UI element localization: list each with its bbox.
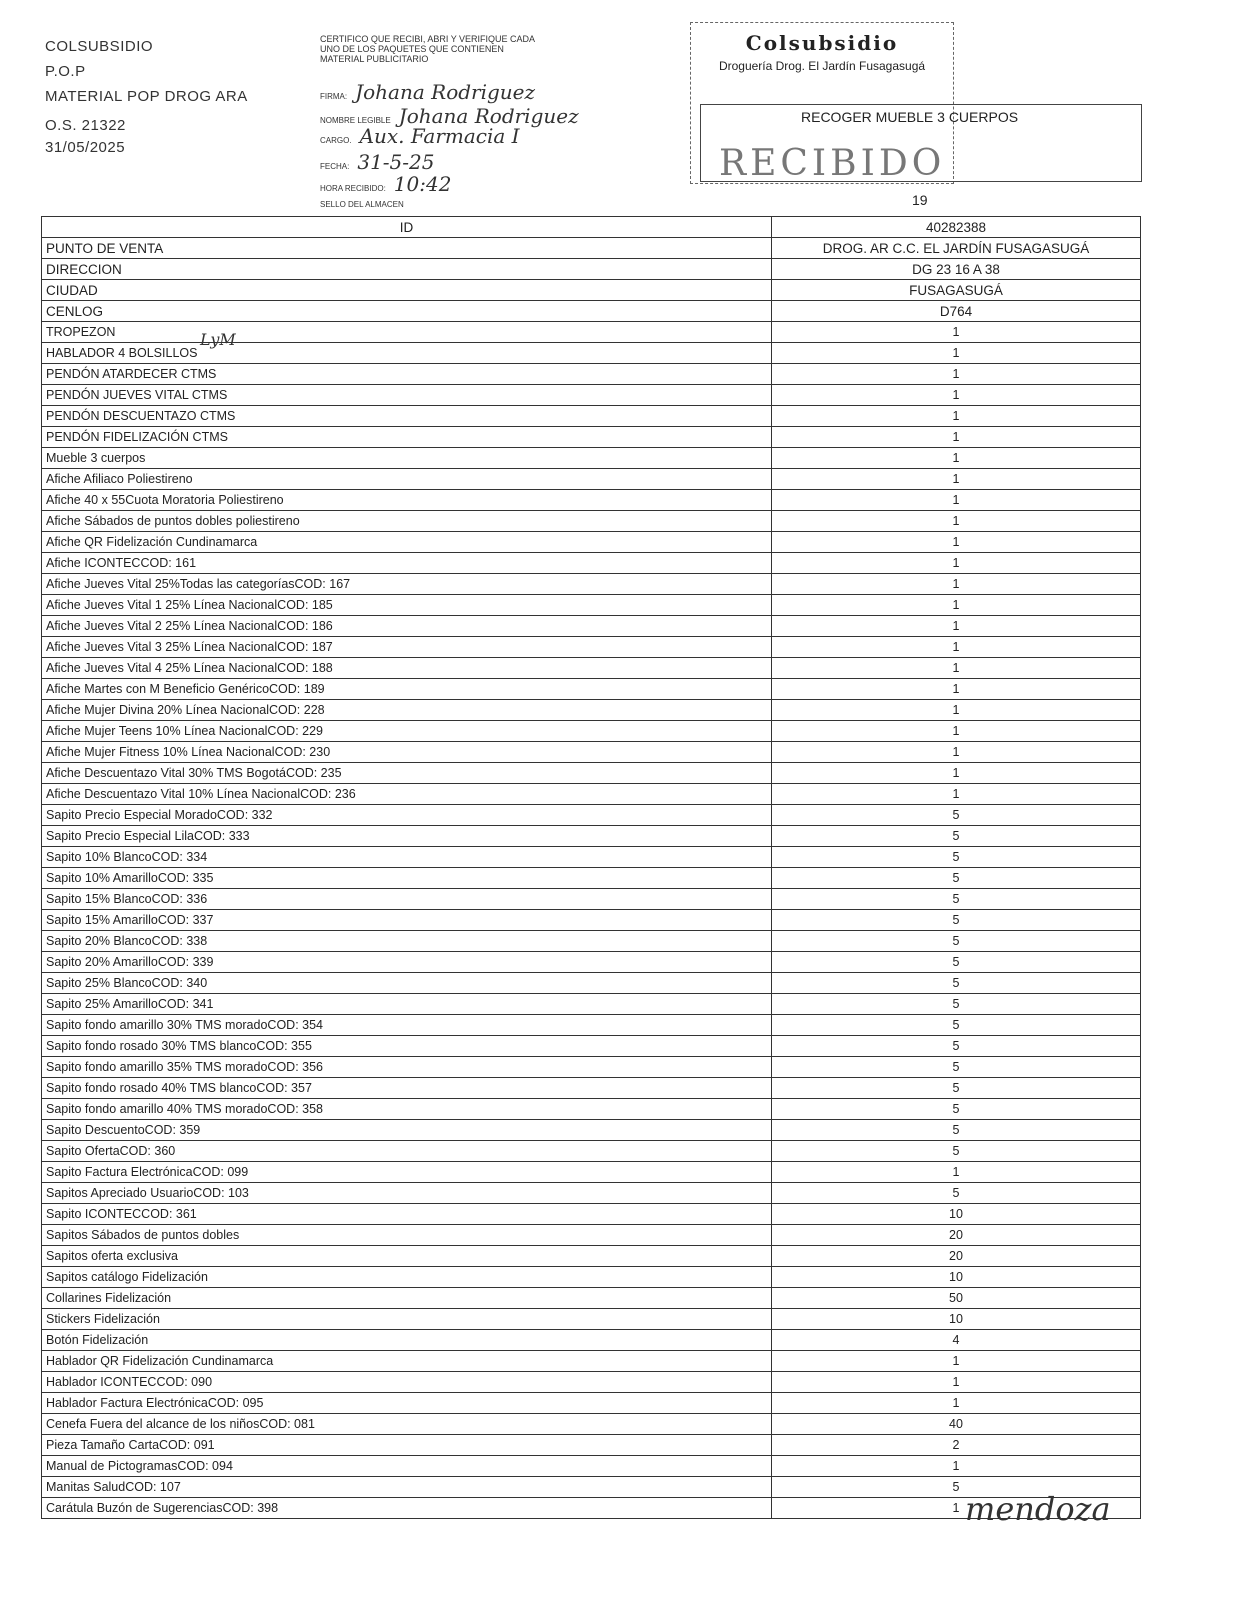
row-value: 1 bbox=[772, 1393, 1141, 1414]
row-label: Afiche Jueves Vital 1 25% Línea NacionalCOD: 185 bbox=[42, 595, 772, 616]
row-value: 1 bbox=[772, 1498, 1141, 1519]
row-label: Sapito 10% BlancoCOD: 334 bbox=[42, 847, 772, 868]
row-value: 1 bbox=[772, 637, 1141, 658]
row-label: Afiche Descuentazo Vital 10% Línea NacionalCOD: 236 bbox=[42, 784, 772, 805]
cargo-value: Aux. Farmacia I bbox=[359, 124, 520, 148]
row-label: Sapito ICONTECCOD: 361 bbox=[42, 1204, 772, 1225]
table-row bbox=[42, 1057, 1141, 1078]
pickup-note: RECOGER MUEBLE 3 CUERPOS bbox=[801, 109, 1019, 125]
row-value: 5 bbox=[772, 1015, 1141, 1036]
table-row bbox=[42, 238, 1141, 259]
row-label: Sapito fondo amarillo 40% TMS moradoCOD: 358 bbox=[42, 1099, 772, 1120]
row-label: Sapito Precio Especial MoradoCOD: 332 bbox=[42, 805, 772, 826]
table-row bbox=[42, 1204, 1141, 1225]
row-value: 1 bbox=[772, 679, 1141, 700]
material-table bbox=[41, 216, 1141, 1519]
row-value: 5 bbox=[772, 889, 1141, 910]
fecha-value: 31-5-25 bbox=[357, 150, 435, 174]
row-label: Afiche Mujer Teens 10% Línea NacionalCOD: 229 bbox=[42, 721, 772, 742]
nombre-value: Johana Rodriguez bbox=[398, 104, 579, 128]
row-label: Hablador ICONTECCOD: 090 bbox=[42, 1372, 772, 1393]
row-value: 1 bbox=[772, 763, 1141, 784]
pop-label: P.O.P bbox=[45, 63, 86, 80]
row-label: Afiche Mujer Fitness 10% Línea NacionalCOD: 230 bbox=[42, 742, 772, 763]
table-row bbox=[42, 1288, 1141, 1309]
table-row bbox=[42, 1330, 1141, 1351]
row-value: 1 bbox=[772, 574, 1141, 595]
fecha-label: FECHA: bbox=[320, 162, 350, 171]
table-row bbox=[42, 448, 1141, 469]
row-label: Botón Fidelización bbox=[42, 1330, 772, 1351]
table-row bbox=[42, 994, 1141, 1015]
table-row bbox=[42, 1351, 1141, 1372]
table-row bbox=[42, 784, 1141, 805]
row-label: Sapitos Apreciado UsuarioCOD: 103 bbox=[42, 1183, 772, 1204]
row-value: 5 bbox=[772, 952, 1141, 973]
row-label: Sapito fondo amarillo 30% TMS moradoCOD: 354 bbox=[42, 1015, 772, 1036]
table-row bbox=[42, 1246, 1141, 1267]
row-value: 1 bbox=[772, 700, 1141, 721]
table-row bbox=[42, 658, 1141, 679]
table-row bbox=[42, 301, 1141, 322]
table-row bbox=[42, 973, 1141, 994]
table-row bbox=[42, 868, 1141, 889]
table-row bbox=[42, 1267, 1141, 1288]
row-value: 5 bbox=[772, 973, 1141, 994]
company-name: COLSUBSIDIO bbox=[45, 38, 154, 55]
row-value: 5 bbox=[772, 1183, 1141, 1204]
row-label: Afiche ICONTECCOD: 161 bbox=[42, 553, 772, 574]
row-label: ID bbox=[42, 217, 772, 238]
row-value: 1 bbox=[772, 469, 1141, 490]
row-value: 40282388 bbox=[772, 217, 1141, 238]
row-value: 50 bbox=[772, 1288, 1141, 1309]
row-value: 5 bbox=[772, 1141, 1141, 1162]
row-label: Sapito 25% AmarilloCOD: 341 bbox=[42, 994, 772, 1015]
table-row bbox=[42, 511, 1141, 532]
table-row bbox=[42, 469, 1141, 490]
row-value: 1 bbox=[772, 322, 1141, 343]
row-label: Afiche Mujer Divina 20% Línea NacionalCOD: 228 bbox=[42, 700, 772, 721]
row-label: PENDÓN JUEVES VITAL CTMS bbox=[42, 385, 772, 406]
table-row bbox=[42, 952, 1141, 973]
row-label: CIUDAD bbox=[42, 280, 772, 301]
row-value: 1 bbox=[772, 448, 1141, 469]
row-value: 1 bbox=[772, 511, 1141, 532]
row-label: Sapito 25% BlancoCOD: 340 bbox=[42, 973, 772, 994]
table-row bbox=[42, 763, 1141, 784]
table-row bbox=[42, 1099, 1141, 1120]
row-value: 1 bbox=[772, 406, 1141, 427]
cargo-label: CARGO. bbox=[320, 136, 352, 145]
firma-label: FIRMA: bbox=[320, 92, 348, 101]
row-label: TROPEZON bbox=[42, 322, 772, 343]
row-value: 40 bbox=[772, 1414, 1141, 1435]
row-value: D764 bbox=[772, 301, 1141, 322]
certification-text: CERTIFICO QUE RECIBI, ABRI Y VERIFIQUE CADA UNO DE LOS PAQUETES QUE CONTIENEN MATERIAL PUBLICITARIO bbox=[320, 34, 535, 64]
row-value: 1 bbox=[772, 742, 1141, 763]
row-value: 5 bbox=[772, 826, 1141, 847]
row-label: Afiche Afiliaco Poliestireno bbox=[42, 469, 772, 490]
table-row bbox=[42, 931, 1141, 952]
row-value: 5 bbox=[772, 1057, 1141, 1078]
row-label: PENDÓN ATARDECER CTMS bbox=[42, 364, 772, 385]
row-value: 4 bbox=[772, 1330, 1141, 1351]
received-stamp: RECIBIDO bbox=[719, 143, 946, 184]
hora-label: HORA RECIBIDO: bbox=[320, 184, 386, 193]
row-value: 1 bbox=[772, 427, 1141, 448]
sello-label: SELLO DEL ALMACEN bbox=[320, 200, 404, 209]
row-value: 20 bbox=[772, 1225, 1141, 1246]
table-row bbox=[42, 1036, 1141, 1057]
table-row bbox=[42, 427, 1141, 448]
row-label: HABLADOR 4 BOLSILLOS bbox=[42, 343, 772, 364]
stamp-subtitle: Droguería Drog. El Jardín Fusagasugá bbox=[718, 59, 926, 73]
row-value: 5 bbox=[772, 847, 1141, 868]
table-row bbox=[42, 1393, 1141, 1414]
row-value: 5 bbox=[772, 1036, 1141, 1057]
row-label: Sapito 15% BlancoCOD: 336 bbox=[42, 889, 772, 910]
row-label: Hablador Factura ElectrónicaCOD: 095 bbox=[42, 1393, 772, 1414]
row-value: 1 bbox=[772, 553, 1141, 574]
handwritten-signature: mendoza bbox=[965, 1490, 1111, 1528]
table-row bbox=[42, 1141, 1141, 1162]
row-label: Sapito fondo amarillo 35% TMS moradoCOD: 356 bbox=[42, 1057, 772, 1078]
table-row bbox=[42, 1078, 1141, 1099]
table-row bbox=[42, 574, 1141, 595]
row-label: PENDÓN DESCUENTAZO CTMS bbox=[42, 406, 772, 427]
table-row bbox=[42, 532, 1141, 553]
row-value: 5 bbox=[772, 868, 1141, 889]
row-label: PENDÓN FIDELIZACIÓN CTMS bbox=[42, 427, 772, 448]
row-label: Sapito 15% AmarilloCOD: 337 bbox=[42, 910, 772, 931]
table-row bbox=[42, 910, 1141, 931]
order-number: O.S. 21322 bbox=[45, 117, 126, 134]
table-row bbox=[42, 700, 1141, 721]
table-row bbox=[42, 1162, 1141, 1183]
row-label: Sapitos oferta exclusiva bbox=[42, 1246, 772, 1267]
row-label: Afiche Descuentazo Vital 30% TMS BogotáCOD: 235 bbox=[42, 763, 772, 784]
row-value: 5 bbox=[772, 931, 1141, 952]
page-count: 19 bbox=[912, 192, 928, 208]
row-value: 5 bbox=[772, 910, 1141, 931]
row-label: Hablador QR Fidelización Cundinamarca bbox=[42, 1351, 772, 1372]
row-value: 1 bbox=[772, 1456, 1141, 1477]
row-label: Manitas SaludCOD: 107 bbox=[42, 1477, 772, 1498]
row-value: 1 bbox=[772, 1351, 1141, 1372]
row-value: 5 bbox=[772, 994, 1141, 1015]
table-row bbox=[42, 1015, 1141, 1036]
row-label: PUNTO DE VENTA bbox=[42, 238, 772, 259]
row-label: Sapito 10% AmarilloCOD: 335 bbox=[42, 868, 772, 889]
table-row bbox=[42, 595, 1141, 616]
row-label: Collarines Fidelización bbox=[42, 1288, 772, 1309]
received-box bbox=[700, 104, 1142, 182]
row-label: Afiche Jueves Vital 4 25% Línea NacionalCOD: 188 bbox=[42, 658, 772, 679]
row-value: 1 bbox=[772, 343, 1141, 364]
table-row bbox=[42, 406, 1141, 427]
row-value: 1 bbox=[772, 595, 1141, 616]
row-value: 10 bbox=[772, 1204, 1141, 1225]
row-label: Afiche 40 x 55Cuota Moratoria Poliestireno bbox=[42, 490, 772, 511]
row-value: 5 bbox=[772, 1477, 1141, 1498]
table-row bbox=[42, 679, 1141, 700]
row-label: Pieza Tamaño CartaCOD: 091 bbox=[42, 1435, 772, 1456]
hora-value: 10:42 bbox=[393, 172, 452, 196]
row-label: Manual de PictogramasCOD: 094 bbox=[42, 1456, 772, 1477]
row-label: DIRECCION bbox=[42, 259, 772, 280]
row-value: 1 bbox=[772, 616, 1141, 637]
row-value: FUSAGASUGÁ bbox=[772, 280, 1141, 301]
row-value: 1 bbox=[772, 1372, 1141, 1393]
table-row bbox=[42, 616, 1141, 637]
order-date: 31/05/2025 bbox=[45, 139, 126, 156]
table-row bbox=[42, 280, 1141, 301]
row-value: 1 bbox=[772, 784, 1141, 805]
row-label: Afiche Martes con M Beneficio GenéricoCOD: 189 bbox=[42, 679, 772, 700]
row-label: Afiche Sábados de puntos dobles poliestireno bbox=[42, 511, 772, 532]
table-row bbox=[42, 490, 1141, 511]
table-row bbox=[42, 847, 1141, 868]
row-value: 5 bbox=[772, 1099, 1141, 1120]
table-row bbox=[42, 889, 1141, 910]
row-value: 1 bbox=[772, 658, 1141, 679]
table-row bbox=[42, 259, 1141, 280]
row-value: 20 bbox=[772, 1246, 1141, 1267]
row-value: 1 bbox=[772, 364, 1141, 385]
row-value: 1 bbox=[772, 532, 1141, 553]
row-label: Sapito fondo rosado 40% TMS blancoCOD: 357 bbox=[42, 1078, 772, 1099]
row-label: Cenefa Fuera del alcance de los niñosCOD: 081 bbox=[42, 1414, 772, 1435]
row-label: Stickers Fidelización bbox=[42, 1309, 772, 1330]
row-label: Sapito Precio Especial LilaCOD: 333 bbox=[42, 826, 772, 847]
material-title: MATERIAL POP DROG ARA bbox=[45, 88, 248, 105]
table-row bbox=[42, 1372, 1141, 1393]
row-value: 10 bbox=[772, 1267, 1141, 1288]
table-row bbox=[42, 742, 1141, 763]
table-row bbox=[42, 1435, 1141, 1456]
row-value: 5 bbox=[772, 1078, 1141, 1099]
row-value: 1 bbox=[772, 721, 1141, 742]
row-value: 2 bbox=[772, 1435, 1141, 1456]
row-label: Sapito DescuentoCOD: 359 bbox=[42, 1120, 772, 1141]
row-label: CENLOG bbox=[42, 301, 772, 322]
table-row bbox=[42, 1309, 1141, 1330]
row-value: 10 bbox=[772, 1309, 1141, 1330]
table-row bbox=[42, 637, 1141, 658]
row-label: Afiche Jueves Vital 25%Todas las categoríasCOD: 167 bbox=[42, 574, 772, 595]
row-label: Sapitos Sábados de puntos dobles bbox=[42, 1225, 772, 1246]
row-value: 1 bbox=[772, 490, 1141, 511]
table-row bbox=[42, 364, 1141, 385]
table-row bbox=[42, 1120, 1141, 1141]
table-row bbox=[42, 721, 1141, 742]
row-label: Sapito 20% BlancoCOD: 338 bbox=[42, 931, 772, 952]
table-row bbox=[42, 1414, 1141, 1435]
table-row bbox=[42, 553, 1141, 574]
tropezon-handwritten-mark: LyM bbox=[200, 330, 236, 349]
table-row bbox=[42, 1183, 1141, 1204]
row-value: DG 23 16 A 38 bbox=[772, 259, 1141, 280]
row-label: Carátula Buzón de SugerenciasCOD: 398 bbox=[42, 1498, 772, 1519]
row-value: 1 bbox=[772, 385, 1141, 406]
table-row bbox=[42, 1456, 1141, 1477]
colsubsidio-logo: Colsubsidio bbox=[745, 31, 899, 55]
row-value: 1 bbox=[772, 1162, 1141, 1183]
firma-value: Johana Rodriguez bbox=[355, 80, 536, 104]
row-label: Sapito Factura ElectrónicaCOD: 099 bbox=[42, 1162, 772, 1183]
table-row bbox=[42, 217, 1141, 238]
table-row bbox=[42, 385, 1141, 406]
row-label: Sapito fondo rosado 30% TMS blancoCOD: 355 bbox=[42, 1036, 772, 1057]
table-row bbox=[42, 826, 1141, 847]
table-row bbox=[42, 1225, 1141, 1246]
row-label: Afiche QR Fidelización Cundinamarca bbox=[42, 532, 772, 553]
row-label: Afiche Jueves Vital 2 25% Línea NacionalCOD: 186 bbox=[42, 616, 772, 637]
row-label: Afiche Jueves Vital 3 25% Línea NacionalCOD: 187 bbox=[42, 637, 772, 658]
row-label: Mueble 3 cuerpos bbox=[42, 448, 772, 469]
row-label: Sapito OfertaCOD: 360 bbox=[42, 1141, 772, 1162]
row-label: Sapito 20% AmarilloCOD: 339 bbox=[42, 952, 772, 973]
nombre-label: NOMBRE LEGIBLE bbox=[320, 116, 391, 125]
table-row bbox=[42, 805, 1141, 826]
row-value: 5 bbox=[772, 1120, 1141, 1141]
row-value: DROG. AR C.C. EL JARDÍN FUSAGASUGÁ bbox=[772, 238, 1141, 259]
row-value: 5 bbox=[772, 805, 1141, 826]
row-label: Sapitos catálogo Fidelización bbox=[42, 1267, 772, 1288]
